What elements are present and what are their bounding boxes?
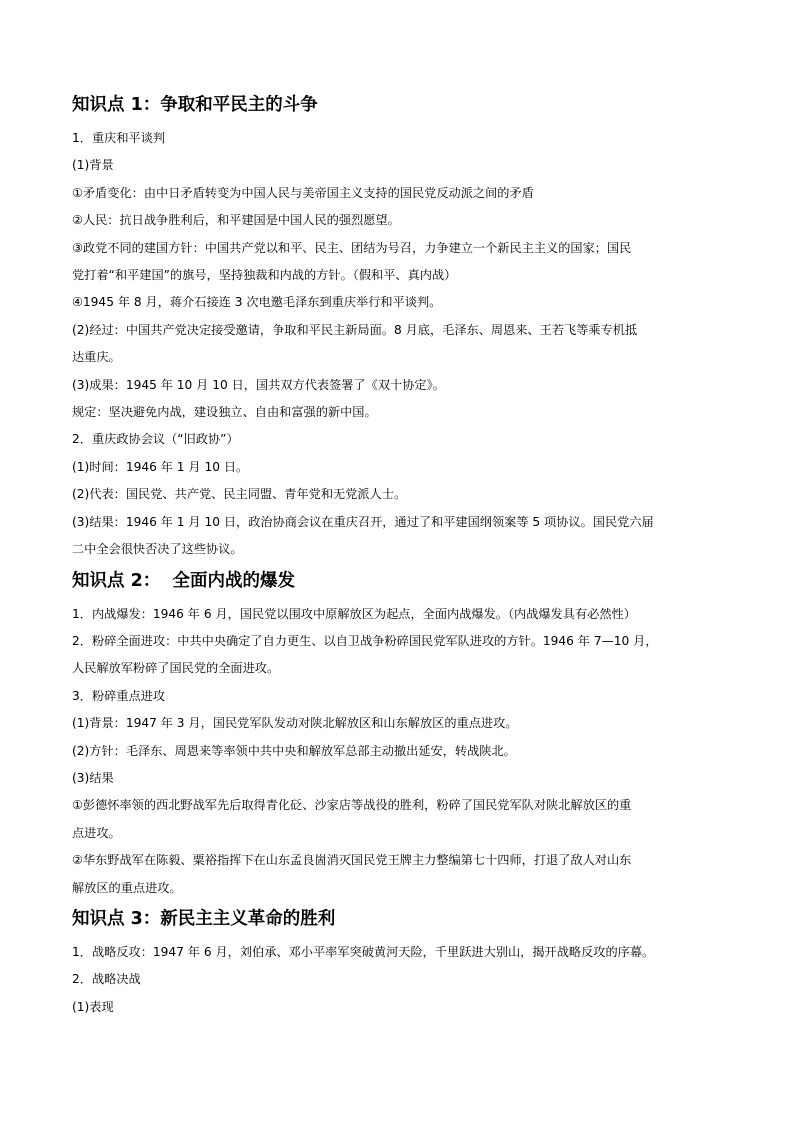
section-2-line: (1)背景：1947 年 3 月，国民党军队发动对陕北解放区和山东解放区的重点进攻。 <box>72 716 518 731</box>
section-2-line: ①彭德怀率领的西北野战军先后取得青化砭、沙家店等战役的胜利，粉碎了国民党军队对陕北解放区的重 <box>72 798 632 813</box>
section-2-line: ②华东野战军在陈毅、粟裕指挥下在山东孟良崮消灭国民党王牌主力整编第七十四师，打退了敌人对山东 <box>72 853 632 868</box>
section-2-line: 1．内战爆发：1946 年 6 月，国民党以围攻中原解放区为起点，全面内战爆发。（内战爆发具有必然性） <box>72 606 636 621</box>
section-1-line: ②人民：抗日战争胜利后，和平建国是中国人民的强烈愿望。 <box>72 213 400 228</box>
section-2-line: (3)结果 <box>72 770 114 785</box>
section-1-line: ①矛盾变化：由中日矛盾转变为中国人民与美帝国主义支持的国民党反动派之间的矛盾 <box>72 185 534 200</box>
section-3-line: 2．战略决战 <box>72 972 141 987</box>
section-1-line: 1．重庆和平谈判 <box>72 131 166 145</box>
section-1-line: 规定：坚决避免内战，建设独立、自由和富强的新中国。 <box>72 405 377 420</box>
section-2-line: 点进攻。 <box>72 825 121 840</box>
section-1-line: 2．重庆政协会议（“旧政协”） <box>72 432 239 447</box>
section-1-line: (2)经过：中国共产党决定接受邀请，争取和平民主新局面。8 月底，毛泽东、周恩来、王若飞等乘专机抵 <box>72 322 638 337</box>
section-2-line: 3．粉碎重点进攻 <box>72 688 166 703</box>
section-3-line: 1．战略反攻：1947 年 6 月，刘伯承、邓小平率军突破黄河天险，千里跃进大别山，揭开战略反攻的序幕。 <box>72 944 655 959</box>
section-1-line: (1)背景 <box>72 158 114 173</box>
section-1-heading: 知识点 1：争取和平民主的斗争 <box>72 95 318 115</box>
section-1-line: ③政党不同的建国方针：中国共产党以和平、民主、团结为号召，力争建立一个新民主主义的国家；国民 <box>72 240 632 255</box>
section-1-line: 达重庆。 <box>72 350 121 365</box>
section-1-line: 二中全会很快否决了这些协议。 <box>72 542 243 557</box>
section-2-line: 解放区的重点进攻。 <box>72 880 182 895</box>
section-3-body <box>72 939 734 1021</box>
section-1-body <box>72 125 734 564</box>
section-1-line: (3)成果：1945 年 10 月 10 日，国共双方代表签署了《双十协定》。 <box>72 377 445 392</box>
section-3-line: (1)表现 <box>72 999 114 1014</box>
section-1-line: (2)代表：国民党、共产党、民主同盟、青年党和无党派人士。 <box>72 487 407 502</box>
section-2-line: (2)方针：毛泽东、周恩来等率领中共中央和解放军总部主动撤出延安，转战陕北。 <box>72 743 516 758</box>
section-2-line: 人民解放军粉碎了国民党的全面进攻。 <box>72 661 280 676</box>
section-2-heading: 知识点 2： 全面内战的爆发 <box>72 570 295 591</box>
section-1-line: ④1945 年 8 月，蒋介石接连 3 次电邀毛泽东到重庆举行和平谈判。 <box>72 295 442 310</box>
section-2-line: 2．粉碎全面进攻：中共中央确定了自力更生、以自卫战争粉碎国民党军队进攻的方针。1946 年 7—10 月， <box>72 633 658 648</box>
section-1-line: (1)时间：1946 年 1 月 10 日。 <box>72 459 249 474</box>
section-1-line: (3)结果：1946 年 1 月 10 日，政治协商会议在重庆召开，通过了和平建国纲领案等 5 项协议。国民党六届 <box>72 514 654 529</box>
section-2-body <box>72 601 734 902</box>
section-1-line: 党打着“和平建国”的旗号，坚持独裁和内战的方针。（假和平、真内战） <box>72 268 457 283</box>
section-3-heading: 知识点 3：新民主主义革命的胜利 <box>72 908 336 929</box>
